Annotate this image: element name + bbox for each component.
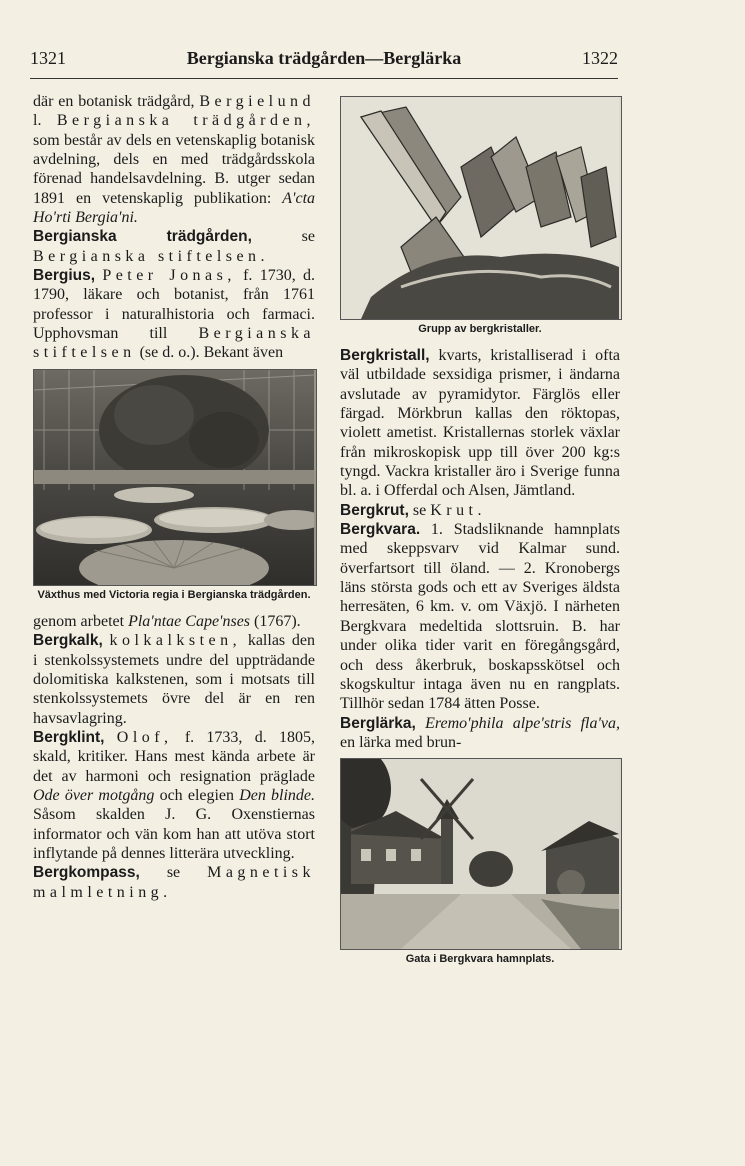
cross-reference: Krut.	[430, 501, 486, 519]
cross-reference: Bergianska stiftelsen	[33, 325, 316, 362]
page-number-left: 1321	[30, 48, 66, 68]
crystals-photo	[340, 96, 622, 320]
headword: Berglärka,	[340, 714, 416, 732]
entry-berglarka: Berglärka, Eremo'phila alpe'stris fla'va, en lärka med brun-	[340, 714, 620, 751]
entry-continuation: där en botanisk trädgård, Bergielund l. Bergianska trädgården, som består av dels en vetenskaplig botanisk avdelning, dels en med trädgårdsskola förenad handelsavdelning. B. utger sedan 1891 en vetenskaplig publikation: A'cta Ho'rti Bergia'ni.	[33, 93, 316, 227]
headword: Bergkvara.	[340, 521, 421, 539]
headword: Bergklint,	[33, 728, 105, 746]
entry-bergius: Bergius, Peter Jonas, f. 1730, d. 1790, läkare och botanist, från 1761 professor i naturalhistoria och farmaci. Upphovsman till Bergianska stiftelsen (se d. o.). Bekant även	[33, 267, 316, 362]
figure-caption: Grupp av bergkristaller.	[418, 323, 542, 335]
entry-bergkalk: Bergkalk, kolkalksten, kallas den i stenkolssystemets undre del uppträdande dolomitiska kalkstenen, som i motsats till stenkolssystemets övre del är en ren havsavlagring.	[33, 632, 315, 727]
right-column	[340, 92, 620, 976]
headword: Bergkompass,	[33, 864, 140, 882]
figure-crystals	[340, 96, 620, 336]
cross-reference: Magnetisk malmletning.	[33, 864, 315, 901]
headword: Bergius,	[33, 267, 96, 285]
entry-bergkristall: Bergkristall, kvarts, kristalliserad i ofta väl utbildade sexsidiga prismer, i ändarna avslutade av pyramidytor. Färglös eller färgad. Mörkbrun kallas den röktopas, violett ametist. Kristallernas storlek växlar från mikroskopisk upp till över 200 kg:s tyngd. Vackra kristaller äro i Sverige funna bl. a. i Offerdal och Alsen, Jämtland.	[340, 347, 621, 500]
figure-caption: Gata i Bergkvara hamnplats.	[405, 953, 555, 966]
figure-greenhouse	[33, 369, 315, 602]
headword: Bergkalk,	[33, 632, 103, 650]
header-rule	[30, 78, 618, 79]
figure-street	[340, 758, 620, 966]
left-column	[33, 92, 315, 902]
greenhouse-photo	[33, 369, 317, 586]
running-title: Bergianska trädgården—Berglärka	[186, 48, 462, 68]
street-photo	[340, 758, 622, 950]
entry-bergkvara: Bergkvara. 1. Stadsliknande hamnplats med skeppsvarv vid Kalmar sund. överfartsort till öland. — 2. Kronobergs läns största gods och ett av Sveriges äldsta herresäten, 6 km. v. om Växjö. I närheten Bergkvara medeltida slottsruin. B. har under olika tider varit en föregångsgård, och dess åkerbruk, boskapsskötsel och skogskultur intaga även nu en rangplats. Tillhör sedan 1784 ätten Posse.	[340, 521, 621, 713]
cross-reference: Bergianska stiftelsen.	[33, 247, 270, 265]
page-number-right: 1322	[582, 48, 618, 68]
figure-caption: Växthus med Victoria regia i Bergianska trädgården.	[37, 588, 311, 601]
entry-bergklint: Bergklint, Olof, f. 1733, d. 1805, skald, kritiker. Hans mest kända arbete är det av harmoni och resignation präglade Ode över motgång och elegien Den blinde. Såsom skalden J. G. Oxenstiernas informator och vän kom han att utöva stort inflytande på dennes litterära utveckling.	[33, 728, 316, 862]
headword: Bergkristall,	[340, 347, 430, 364]
page-header	[30, 48, 618, 72]
entry-bergius-continuation: genom arbetet Pla'ntae Cape'nses (1767).	[33, 612, 301, 630]
entry-bergianska-tradgarden: Bergianska trädgården, se Bergianska stiftelsen.	[33, 228, 315, 265]
entry-bergkrut: Bergkrut, se Krut.	[340, 501, 486, 519]
headword: Bergkrut,	[340, 501, 409, 519]
headword: Bergianska trädgården,	[33, 228, 252, 246]
entry-bergkompass: Bergkompass, se Magnetisk malmletning.	[33, 864, 315, 901]
